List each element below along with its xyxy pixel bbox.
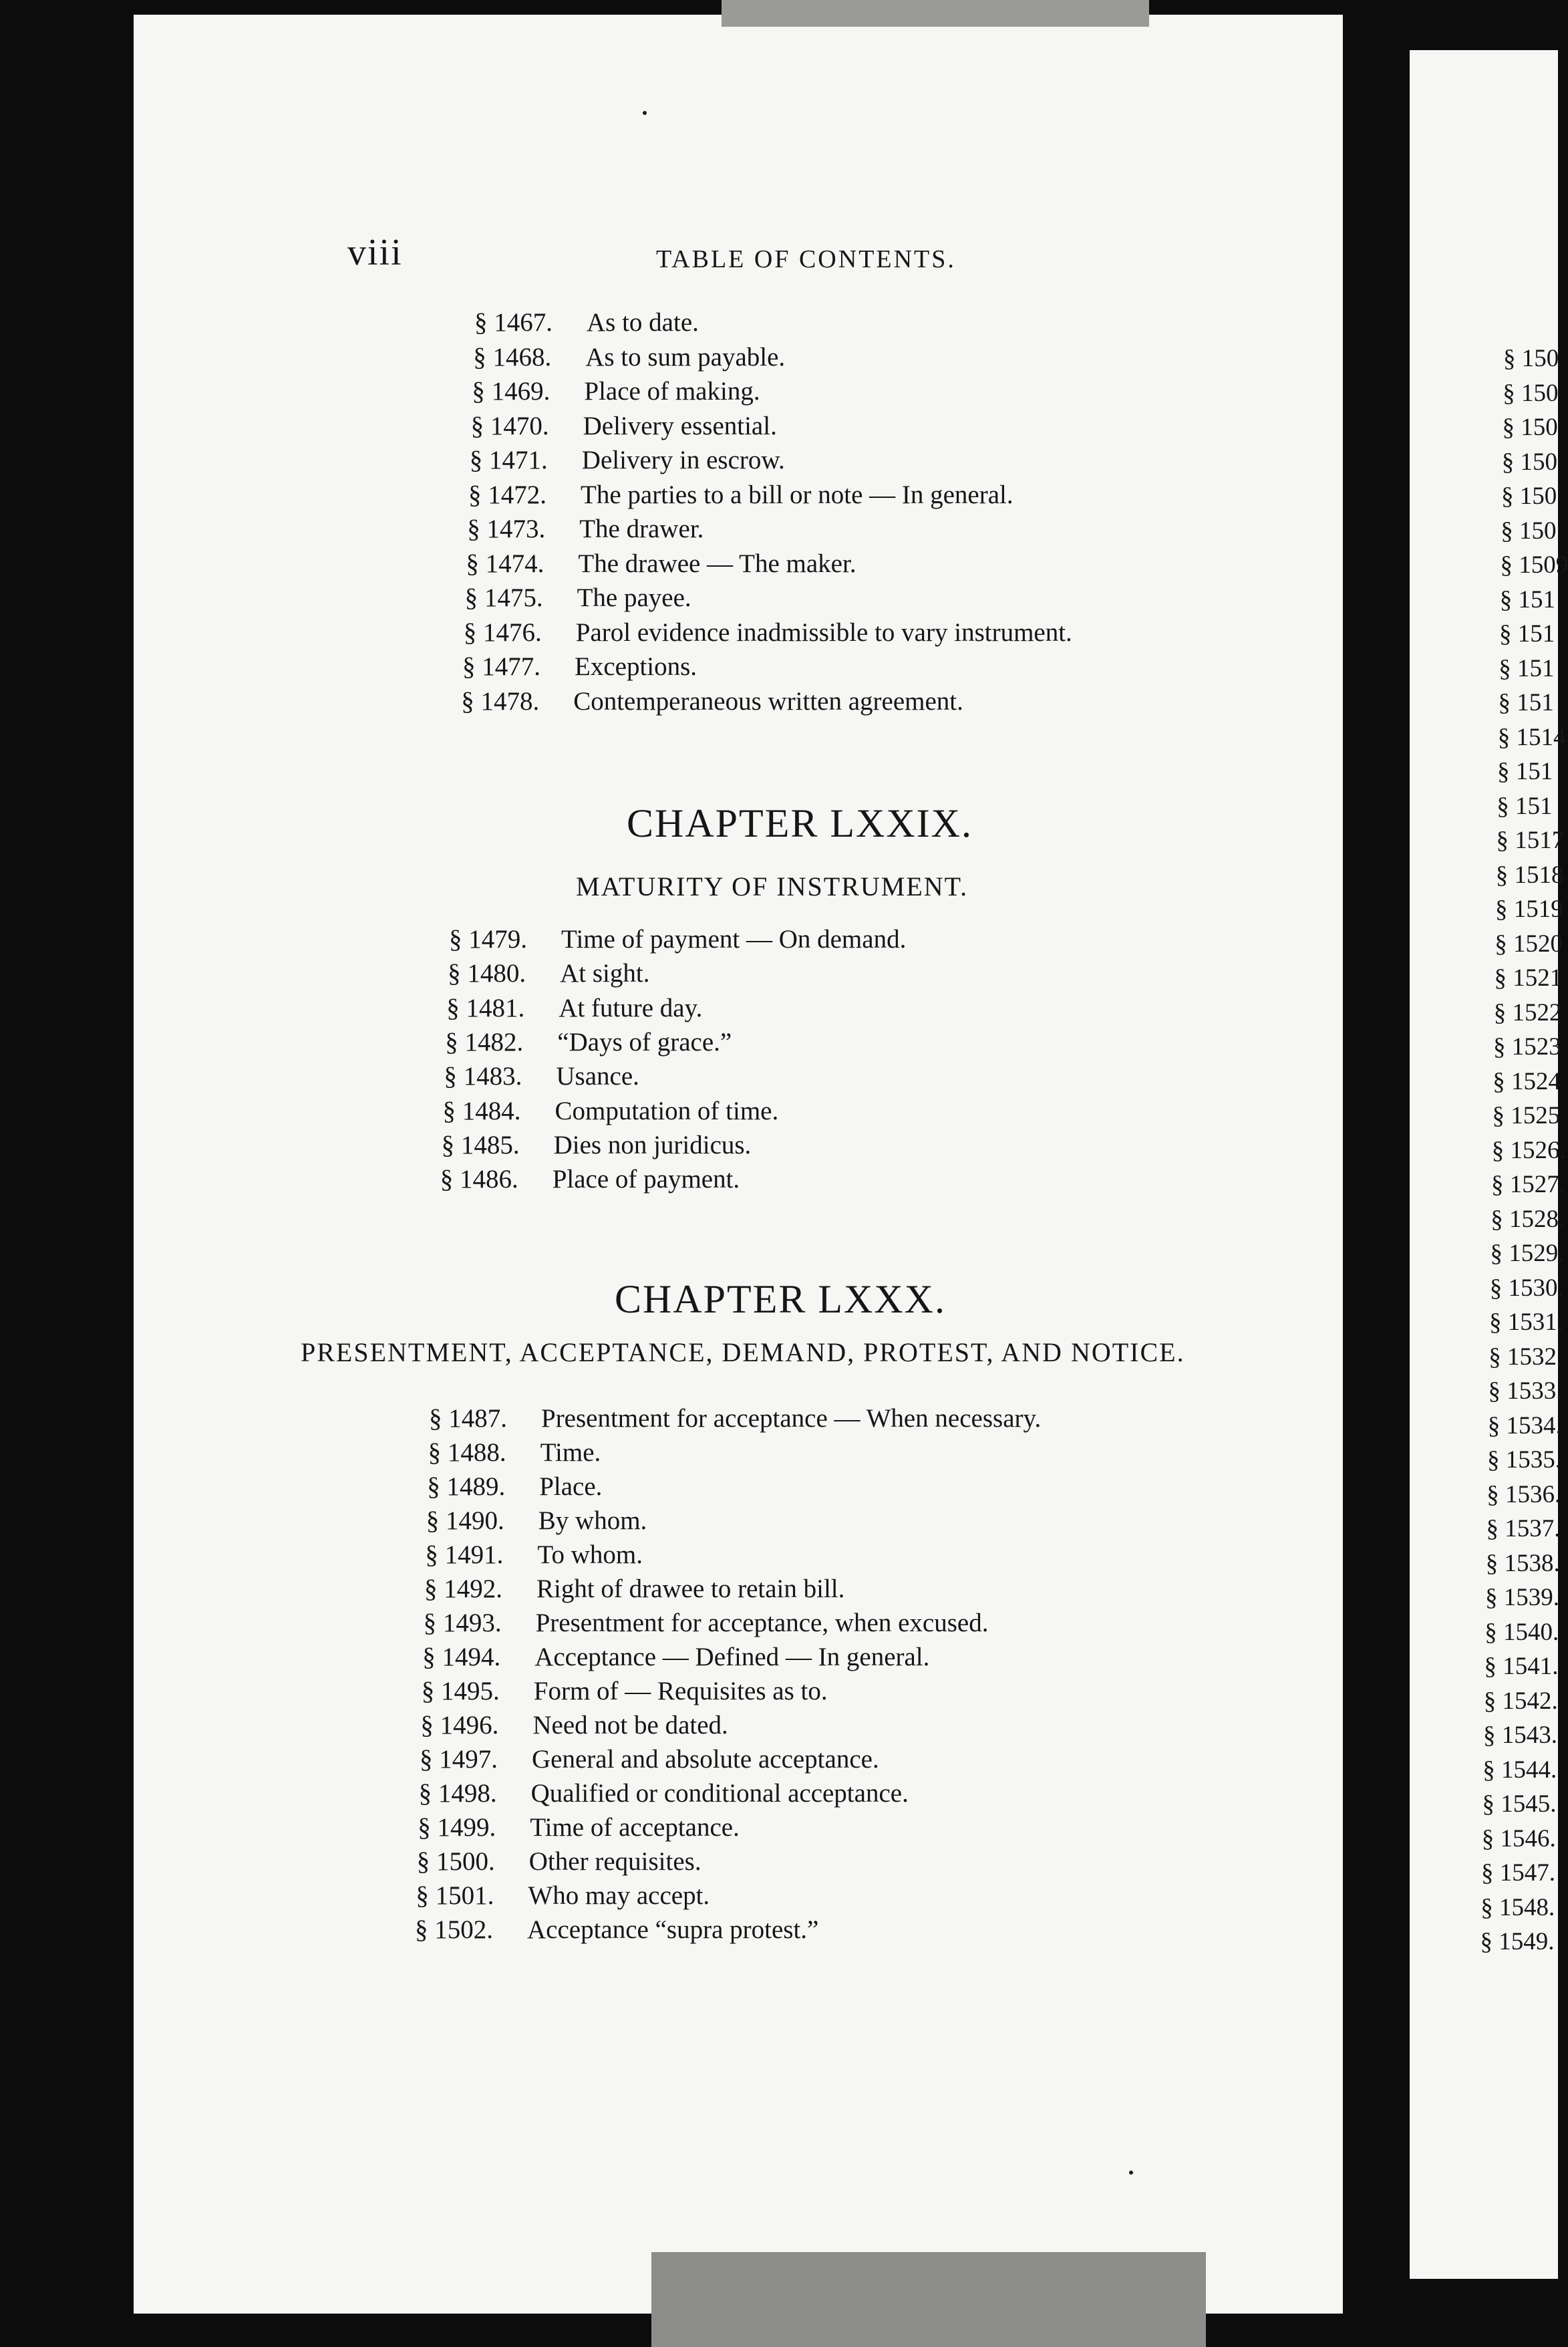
adjacent-section-number: § 1541.	[1484, 1653, 1559, 1680]
adjacent-section-number: § 150	[1502, 414, 1558, 441]
toc-entry	[461, 686, 1329, 721]
section-title: Right of drawee to retain bill.	[536, 1574, 845, 1603]
chapter-80-title: CHAPTER LXXX.	[615, 1277, 947, 1321]
section-number: § 1482.	[445, 1027, 524, 1057]
adjacent-section-number: § 1545.	[1482, 1790, 1557, 1818]
adjacent-section-number: § 1537.	[1486, 1515, 1561, 1542]
adjacent-section-number: § 1539.	[1485, 1584, 1559, 1611]
adjacent-section-number: § 1526.	[1491, 1136, 1566, 1164]
section-number: § 1479.	[449, 925, 527, 954]
speck-mark	[1129, 2171, 1133, 2175]
adjacent-section-number: § 1509	[1500, 551, 1568, 579]
section-number: § 1483.	[444, 1062, 522, 1091]
adjacent-section-number: § 1514	[1497, 723, 1566, 751]
section-number: § 1480.	[448, 959, 526, 988]
toc-entry	[449, 924, 1317, 959]
adjacent-section-number: § 150	[1503, 379, 1559, 407]
section-number: § 1470.	[470, 411, 549, 440]
toc-entry	[468, 480, 1337, 515]
section-number: § 1472.	[468, 480, 546, 509]
section-number: § 1501.	[416, 1881, 494, 1910]
section-title: Usance.	[556, 1062, 639, 1091]
section-title: Other requisites.	[528, 1847, 701, 1876]
adjacent-section-number: § 1523	[1493, 1033, 1561, 1061]
toc-entry	[446, 993, 1315, 1028]
toc-entry	[444, 1061, 1312, 1096]
chapter-79-subtitle: MATURITY OF INSTRUMENT.	[576, 871, 969, 902]
toc-entry	[466, 549, 1334, 583]
section-title: Acceptance — Defined — In general.	[534, 1643, 930, 1671]
adjacent-section-number: § 1528.	[1491, 1205, 1565, 1233]
section-number: § 1476.	[463, 617, 542, 647]
section-title: Delivery essential.	[583, 411, 777, 440]
section-number: § 1467.	[474, 308, 553, 337]
adjacent-section-number: § 1524	[1493, 1067, 1561, 1095]
adjacent-section-number: § 151	[1499, 585, 1555, 613]
toc-entry	[426, 1506, 1295, 1540]
toc-entry	[415, 1915, 1283, 1949]
adjacent-section-number: § 1540.	[1484, 1618, 1559, 1646]
section-number: § 1500.	[416, 1847, 495, 1876]
section-number: § 1475.	[464, 583, 543, 612]
adjacent-section-number: § 1535.	[1487, 1446, 1561, 1474]
running-title: TABLE OF CONTENTS.	[656, 245, 956, 273]
section-number: § 1473.	[467, 515, 546, 543]
section-number: § 1494.	[422, 1643, 501, 1671]
chapter-79-title: CHAPTER LXXIX.	[627, 801, 973, 845]
adjacent-page-fragment	[1410, 50, 1568, 2279]
section-number: § 1489.	[427, 1472, 506, 1501]
section-number: § 1486.	[440, 1165, 518, 1194]
section-number: § 1496.	[420, 1711, 499, 1740]
toc-entry	[462, 652, 1331, 686]
toc-entry	[419, 1778, 1287, 1813]
section-title: Delivery in escrow.	[581, 446, 785, 474]
section-number: § 1469.	[472, 377, 551, 406]
section-title: The drawer.	[579, 515, 704, 543]
chapter-80-subtitle: PRESENTMENT, ACCEPTANCE, DEMAND, PROTEST, AND NOTICE.	[301, 1337, 1185, 1367]
toc-entry	[470, 445, 1338, 480]
adjacent-section-number: § 150	[1501, 517, 1557, 545]
speck-mark	[643, 111, 647, 115]
adjacent-section-number: § 150	[1501, 448, 1557, 476]
toc-entry	[448, 958, 1316, 993]
section-title: By whom.	[538, 1506, 647, 1535]
binding-shadow-bottom	[651, 2252, 1206, 2347]
running-header	[347, 231, 1550, 274]
toc-entry	[445, 1027, 1313, 1062]
adjacent-section-number: § 1546.	[1481, 1824, 1556, 1852]
adjacent-section-number: § 151	[1497, 758, 1553, 785]
adjacent-section-number: § 1549.	[1480, 1928, 1555, 1955]
toc-entry	[473, 342, 1342, 377]
section-title: Need not be dated.	[532, 1711, 728, 1740]
adjacent-section-number: § 1547.	[1481, 1859, 1555, 1887]
section-title: At sight.	[560, 959, 650, 988]
section-number: § 1484.	[442, 1096, 521, 1125]
adjacent-section-number: § 1518	[1495, 861, 1564, 889]
section-number: § 1481.	[446, 993, 525, 1022]
section-title: Computation of time.	[555, 1096, 779, 1125]
section-title: Time of payment — On demand.	[561, 925, 907, 954]
toc-entry	[472, 376, 1340, 411]
toc-entry	[424, 1608, 1292, 1643]
section-number: § 1502.	[415, 1915, 493, 1944]
page-number: viii	[347, 232, 403, 273]
toc-entry	[474, 307, 1343, 342]
adjacent-section-number: § 1544.	[1482, 1756, 1557, 1784]
adjacent-section-number: § 1519	[1495, 895, 1563, 923]
toc-entry	[417, 1846, 1285, 1881]
section-title: As to sum payable.	[585, 342, 786, 372]
section-number: § 1490.	[426, 1506, 504, 1535]
section-title: Parol evidence inadmissible to vary instrument.	[575, 617, 1072, 647]
toc-entry	[416, 1881, 1284, 1915]
adjacent-section-number: § 1529.	[1490, 1240, 1565, 1267]
adjacent-section-number: § 1534.	[1487, 1411, 1562, 1439]
toc-entry	[440, 1164, 1309, 1199]
toc-entry	[429, 1403, 1297, 1438]
section-title: The drawee — The maker.	[578, 549, 856, 578]
toc-entry	[442, 1130, 1310, 1165]
toc-entry	[464, 617, 1332, 652]
section-title: To whom.	[537, 1540, 643, 1569]
toc-entry	[422, 1642, 1291, 1677]
section-title: Contemperaneous written agreement.	[573, 686, 963, 716]
section-number: § 1471.	[469, 446, 548, 474]
section-title: Place of payment.	[552, 1165, 740, 1194]
section-title: Place of making.	[584, 377, 760, 406]
section-title: Time.	[540, 1438, 601, 1467]
toc-entry	[424, 1574, 1293, 1609]
adjacent-section-number: § 1532.	[1488, 1343, 1563, 1371]
section-title: Place.	[539, 1472, 603, 1501]
section-title: As to date.	[587, 308, 699, 337]
adjacent-section-number: § 151	[1497, 792, 1553, 820]
section-title: Qualified or conditional acceptance.	[530, 1779, 909, 1808]
adjacent-section-number: § 1531.	[1489, 1308, 1563, 1336]
toc-entry	[420, 1710, 1289, 1745]
section-number: § 1495.	[421, 1677, 500, 1705]
adjacent-section-number: § 151	[1499, 654, 1555, 682]
section-title: Dies non juridicus.	[553, 1130, 752, 1159]
adjacent-section-number: § 150	[1503, 345, 1559, 372]
adjacent-section-number: § 150	[1501, 482, 1557, 510]
toc-entry	[443, 1096, 1311, 1131]
toc-entry	[420, 1744, 1288, 1779]
section-number: § 1492.	[424, 1574, 502, 1603]
adjacent-section-number: § 1533.	[1488, 1377, 1563, 1405]
adjacent-section-number: § 1522	[1493, 998, 1562, 1026]
adjacent-section-number: § 1517	[1496, 827, 1565, 854]
toc-entry	[427, 1472, 1295, 1506]
adjacent-section-number: § 1525	[1492, 1102, 1561, 1129]
section-title: General and absolute acceptance.	[532, 1745, 879, 1774]
adjacent-section-number: § 1538.	[1485, 1549, 1560, 1577]
section-number: § 1498.	[418, 1779, 497, 1808]
section-number: § 1478.	[461, 686, 540, 716]
section-title: Acceptance “supra protest.”	[527, 1915, 819, 1944]
section-number: § 1497.	[420, 1745, 498, 1774]
section-title: Who may accept.	[528, 1881, 710, 1910]
section-number: § 1491.	[425, 1540, 504, 1569]
section-number: § 1477.	[462, 652, 540, 681]
adjacent-section-number: § 1520	[1495, 930, 1563, 958]
section-number: § 1499.	[418, 1813, 496, 1842]
section-title: At future day.	[559, 993, 703, 1022]
section-title: “Days of grace.”	[557, 1027, 732, 1057]
section-title: Time of acceptance.	[530, 1813, 740, 1842]
adjacent-section-number: § 1548.	[1480, 1893, 1555, 1921]
toc-entry	[425, 1540, 1293, 1574]
adjacent-section-number: § 1542.	[1483, 1687, 1558, 1715]
toc-entry	[465, 583, 1334, 617]
section-number: § 1468.	[473, 342, 552, 372]
toc-entry	[471, 411, 1340, 446]
adjacent-section-number: § 1530.	[1489, 1274, 1564, 1302]
binding-shadow-top	[722, 0, 1149, 27]
section-number: § 1488.	[428, 1438, 506, 1467]
section-number: § 1485.	[441, 1130, 520, 1159]
toc-entry	[467, 514, 1336, 549]
section-title: Presentment for acceptance — When necessary.	[541, 1404, 1042, 1433]
toc-entry	[428, 1437, 1297, 1472]
toc-entry	[418, 1812, 1286, 1847]
section-title: The parties to a bill or note — In general.	[581, 480, 1013, 509]
adjacent-section-number: § 1543.	[1483, 1721, 1557, 1749]
adjacent-section-number: § 1521	[1494, 964, 1563, 992]
section-number: § 1487.	[429, 1404, 507, 1433]
section-title: Form of — Requisites as to.	[533, 1677, 828, 1705]
toc-entry	[422, 1676, 1290, 1711]
section-title: Presentment for acceptance, when excused.	[535, 1609, 989, 1637]
section-title: The payee.	[577, 583, 691, 612]
section-title: Exceptions.	[575, 652, 697, 681]
adjacent-section-number: § 151	[1498, 689, 1554, 716]
section-number: § 1493.	[423, 1609, 502, 1637]
section-number: § 1474.	[466, 549, 544, 578]
adjacent-section-number: § 151	[1499, 620, 1555, 648]
adjacent-section-number: § 1527.	[1491, 1171, 1565, 1198]
adjacent-section-number: § 1536.	[1486, 1480, 1561, 1508]
